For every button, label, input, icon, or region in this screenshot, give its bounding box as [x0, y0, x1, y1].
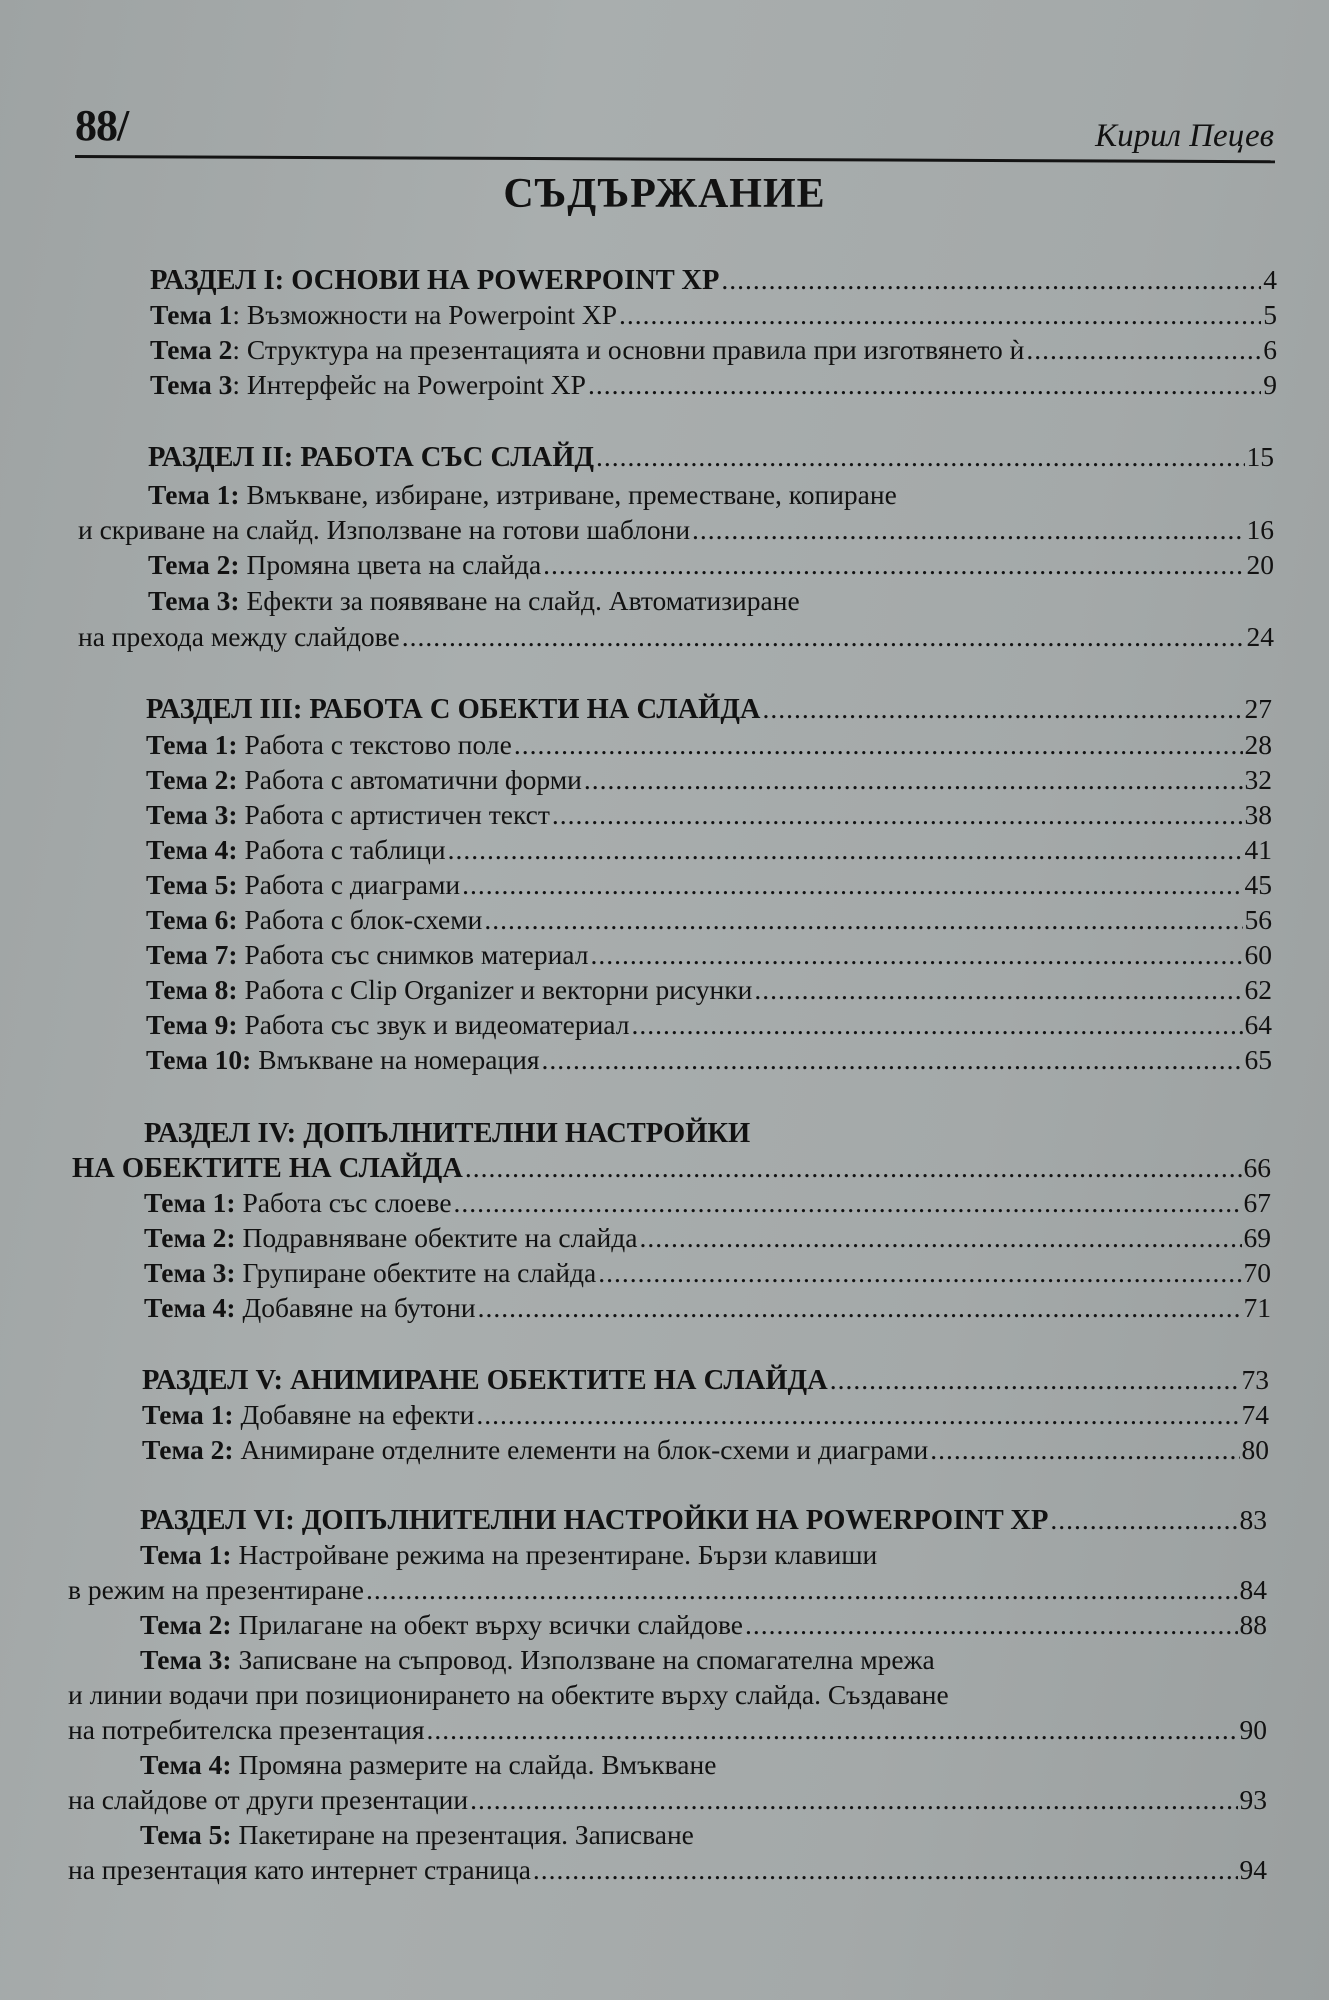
toc-page-number: 69	[1243, 1222, 1271, 1253]
toc-entry-continuation: и линии водачи при позиционирането на обектите върху слайда. Създаване	[68, 1679, 949, 1710]
toc-page-number: 84	[1239, 1574, 1267, 1605]
toc-entry: Тема 2: Промяна цвета на слайда ..... 20	[148, 548, 1274, 582]
toc-entry: Тема 4: Добавяне на бутони ..... 71	[144, 1291, 1271, 1325]
toc-entry: Тема 8: Работа с Clip Organizer и векторни рисунки ..... 62	[146, 973, 1272, 1007]
toc-entry: Тема 1: Работа с текстово поле ..... 28	[146, 728, 1272, 762]
toc-page-number: 90	[1239, 1714, 1267, 1745]
toc-page-number: 41	[1244, 834, 1272, 865]
toc-entry: Тема 2: Анимиране отделните елементи на блок-схеми и диаграми ..... 80	[142, 1433, 1269, 1467]
toc-section-heading-continuation: НА ОБЕКТИТЕ НА СЛАЙДА ..... 66	[72, 1151, 1271, 1186]
toc-entry: Тема 5: Пакетиране на презентация. Записване	[140, 1819, 694, 1850]
toc-page-number: 6	[1263, 334, 1277, 365]
toc-page-number: 93	[1239, 1784, 1267, 1815]
toc-page-number: 9	[1263, 369, 1277, 400]
toc-section-heading: РАЗДЕЛ VI: ДОПЪЛНИТЕЛНИ НАСТРОЙКИ НА POWERPOINT XP ..... 83	[140, 1503, 1267, 1538]
toc-entry-continuation: на презентация като интернет страница ..... 94	[68, 1853, 1267, 1887]
toc-entry-continuation: и скриване на слайд. Използване на готови шаблони ..... 16	[78, 513, 1274, 547]
toc-entry: Тема 10: Вмъкване на номерация ..... 65	[146, 1043, 1272, 1077]
toc-entry: Тема 3: Ефекти за появяване на слайд. Автоматизиране	[148, 585, 800, 616]
page-number: 88/	[75, 101, 129, 150]
toc-page-number: 73	[1241, 1364, 1269, 1395]
toc-section-heading: РАЗДЕЛ IV: ДОПЪЛНИТЕЛНИ НАСТРОЙКИ	[144, 1118, 751, 1149]
toc-page-number: 28	[1244, 729, 1272, 760]
toc-entry: Тема 5: Работа с диаграми ..... 45	[146, 868, 1272, 902]
toc-entry-continuation: на прехода между слайдове ..... 24	[78, 620, 1274, 654]
toc-page-number: 88	[1239, 1609, 1267, 1640]
toc-entry: Тема 3: Интерфейс на Powerpoint XP ..... 9	[150, 368, 1277, 402]
toc-page-number: 94	[1239, 1854, 1267, 1885]
toc-page-number: 60	[1244, 939, 1272, 970]
toc-page-number: 45	[1244, 869, 1272, 900]
toc-entry: Тема 3: Работа с артистичен текст ..... 38	[146, 798, 1272, 832]
toc-page-number: 56	[1244, 904, 1272, 935]
toc-page-number: 38	[1244, 799, 1272, 830]
toc-section-heading: РАЗДЕЛ V: АНИМИРАНЕ ОБЕКТИТЕ НА СЛАЙДА ..... 73	[142, 1363, 1269, 1398]
toc-entry: Тема 2: Прилагане на обект върху всички слайдове ..... 88	[140, 1608, 1267, 1642]
toc-section-heading: РАЗДЕЛ I: ОСНОВИ НА POWERPOINT XP ..... 4	[150, 263, 1277, 298]
toc-page-number: 67	[1243, 1187, 1271, 1218]
running-header-author: Кирил Пецев	[1095, 118, 1274, 154]
toc-page-number: 5	[1263, 299, 1277, 330]
toc-page-number: 66	[1243, 1152, 1271, 1183]
toc-page-number: 83	[1239, 1504, 1267, 1535]
toc-page-number: 16	[1246, 514, 1274, 545]
toc-entry: Тема 2: Структура на презентацията и основни правила при изготвянето ѝ ..... 6	[150, 333, 1277, 367]
toc-entry: Тема 7: Работа със снимков материал ..... 60	[146, 938, 1272, 972]
toc-entry: Тема 2: Подравняване обектите на слайда ..... 69	[144, 1221, 1271, 1255]
toc-page-number: 74	[1241, 1399, 1269, 1430]
toc-entry: Тема 2: Работа с автоматични форми ..... 32	[146, 763, 1272, 797]
toc-entry: Тема 6: Работа с блок-схеми ..... 56	[146, 903, 1272, 937]
page-title: СЪДЪРЖАНИЕ	[503, 171, 826, 217]
toc-entry-continuation: на потребителска презентация ..... 90	[68, 1713, 1267, 1747]
toc-page-number: 70	[1243, 1257, 1271, 1288]
toc-page-number: 15	[1246, 441, 1274, 472]
toc-page-number: 65	[1244, 1044, 1272, 1075]
toc-entry: Тема 4: Промяна размерите на слайда. Вмъкване	[140, 1749, 717, 1780]
toc-entry: Тема 1: Работа със слоеве ..... 67	[144, 1186, 1271, 1220]
toc-entry-continuation: в режим на презентиране ..... 84	[68, 1573, 1267, 1607]
toc-page-number: 64	[1244, 1009, 1272, 1040]
toc-page-number: 71	[1243, 1292, 1271, 1323]
toc-entry: Тема 1: Добавяне на ефекти ..... 74	[142, 1398, 1269, 1432]
toc-page-number: 32	[1244, 764, 1272, 795]
toc-entry: Тема 1: Настройване режима на презентиране. Бързи клавиши	[140, 1539, 878, 1570]
toc-entry: Тема 3: Записване на съпровод. Използване на спомагателна мрежа	[140, 1644, 935, 1675]
toc-page-number: 27	[1244, 693, 1272, 724]
toc-page-number: 24	[1246, 621, 1274, 652]
toc-entry: Тема 1: Вмъкване, избиране, изтриване, преместване, копиране	[148, 479, 897, 510]
toc-entry: Тема 9: Работа със звук и видеоматериал ..... 64	[146, 1008, 1272, 1042]
toc-page-number: 4	[1263, 264, 1277, 295]
toc-section-heading: РАЗДЕЛ III: РАБОТА С ОБЕКТИ НА СЛАЙДА ..... 27	[146, 692, 1272, 727]
toc-entry: Тема 1: Възможности на Powerpoint XP ..... 5	[150, 298, 1277, 332]
toc-page-number: 80	[1241, 1434, 1269, 1465]
toc-section-heading: РАЗДЕЛ II: РАБОТА СЪС СЛАЙД ..... 15	[148, 440, 1274, 475]
toc-page-number: 20	[1246, 549, 1274, 580]
toc-page-number: 62	[1244, 974, 1272, 1005]
toc-entry-continuation: на слайдове от други презентации ..... 93	[68, 1783, 1267, 1817]
toc-entry: Тема 3: Групиране обектите на слайда ..... 70	[144, 1256, 1271, 1290]
toc-entry: Тема 4: Работа с таблици ..... 41	[146, 833, 1272, 867]
